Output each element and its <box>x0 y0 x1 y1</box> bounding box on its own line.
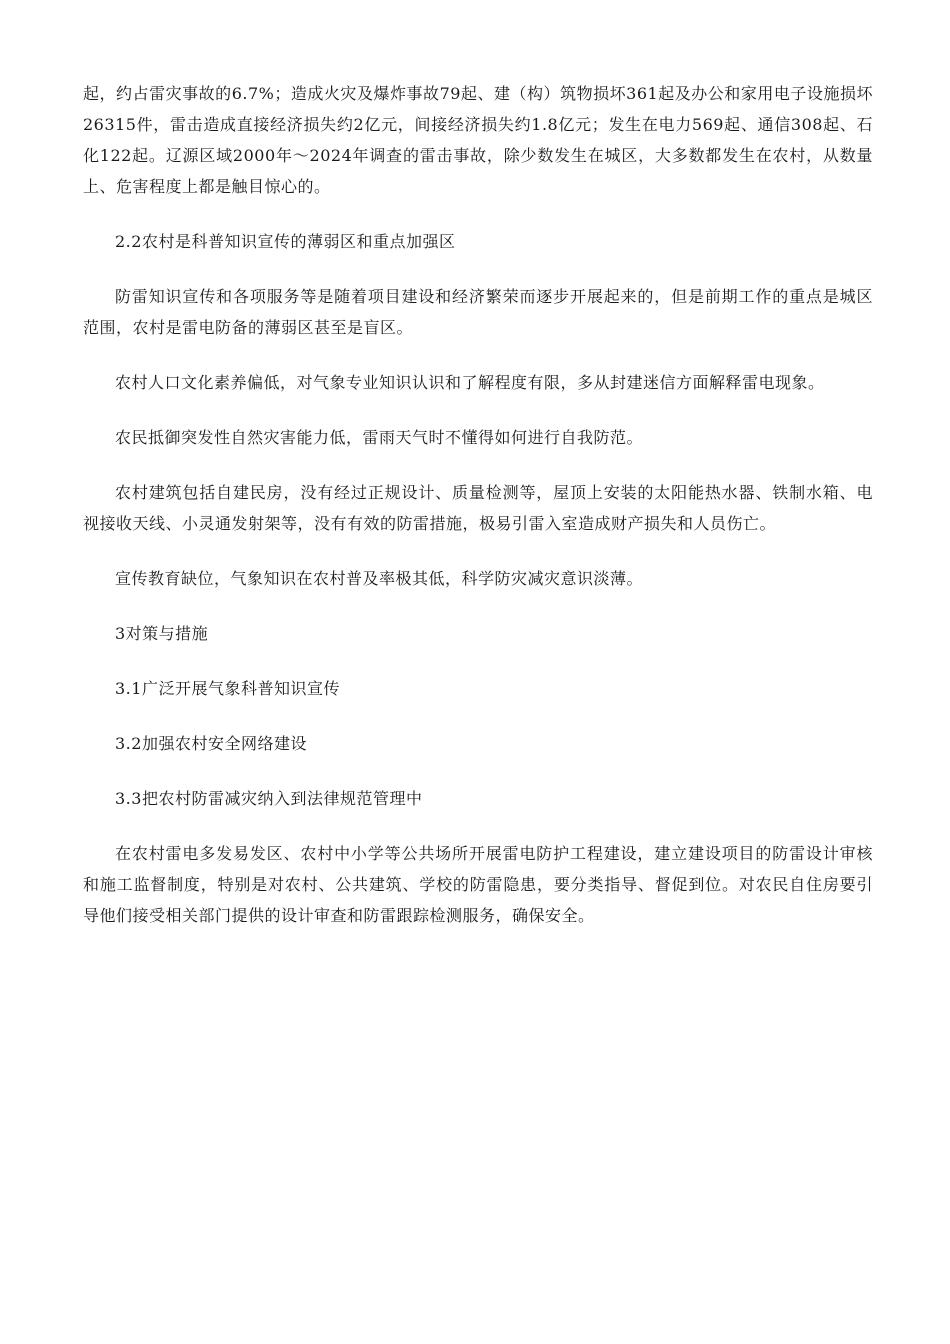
paragraph-body: 农民抵御突发性自然灾害能力低，雷雨天气时不懂得如何进行自我防范。 <box>115 428 644 447</box>
section-heading-3-2: 3.2加强农村安全网络建设 <box>115 734 307 753</box>
section-heading-3: 3对策与措施 <box>115 624 209 643</box>
paragraph-body: 防雷知识宣传和各项服务等是随着项目建设和经济繁荣而逐步开展起来的，但是前期工作的重点是城区范围，农村是雷电防备的薄弱区甚至是盲区。 <box>83 287 873 337</box>
section-heading-3-3: 3.3把农村防雷减灾纳入到法律规范管理中 <box>115 789 423 808</box>
paragraph-body: 农村建筑包括自建民房，没有经过正规设计、质量检测等，屋顶上安装的太阳能热水器、铁制水箱、电视接收天线、小灵通发射架等，没有有效的防雷措施，极易引雷入室造成财产损失和人员伤亡。 <box>83 483 873 533</box>
section-heading-2-2: 2.2农村是科普知识宣传的薄弱区和重点加强区 <box>115 232 456 251</box>
paragraph-body: 宣传教育缺位，气象知识在农村普及率极其低，科学防灾减灾意识淡薄。 <box>115 569 644 588</box>
paragraph-body: 在农村雷电多发易发区、农村中小学等公共场所开展雷电防护工程建设，建立建设项目的防雷设计审核和施工监督制度，特别是对农村、公共建筑、学校的防雷隐患，要分类指导、督促到位。对农民自住房要引导他们接受相关部门提供的设计审查和防雷跟踪检测服务，确保安全。 <box>83 844 873 925</box>
paragraph-body: 农村人口文化素养偏低，对气象专业知识认识和了解程度有限，多从封建迷信方面解释雷电现象。 <box>115 373 825 392</box>
document-body <box>83 78 873 955</box>
paragraph-continuation: 起，约占雷灾事故的6.7%；造成火灾及爆炸事故79起、建（构）筑物损坏361起及办公和家用电子设施损坏26315件，雷击造成直接经济损失约2亿元，间接经济损失约1.8亿元；发生在电力569起、通信308起、石化122起。辽源区域2000年～2024年调查的雷击事故，除少数发生在城区，大多数都发生在农村，从数量上、危害程度上都是触目惊心的。 <box>83 84 873 196</box>
section-heading-3-1: 3.1广泛开展气象科普知识宣传 <box>115 679 340 698</box>
